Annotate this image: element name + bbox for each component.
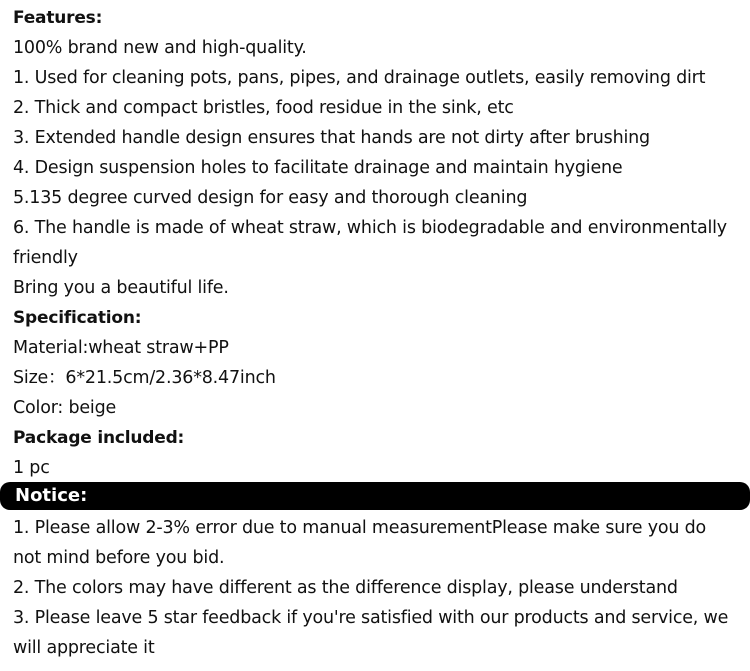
specification-line: Material:wheat straw+PP bbox=[13, 338, 229, 358]
specification-line: Color: beige bbox=[13, 398, 117, 418]
features-line: 1. Used for cleaning pots, pans, pipes, and drainage outlets, easily removing dirt bbox=[13, 68, 706, 88]
features-line: 5.135 degree curved design for easy and thorough cleaning bbox=[13, 188, 528, 208]
specification-line: Size：6*21.5cm/2.36*8.47inch bbox=[13, 368, 276, 388]
specification-heading: Specification: bbox=[13, 308, 142, 328]
features-line: friendly bbox=[13, 248, 78, 268]
features-line: 3. Extended handle design ensures that hands are not dirty after brushing bbox=[13, 128, 650, 148]
notice-line: 3. Please leave 5 star feedback if you're satisfied with our products and service, we bbox=[13, 608, 729, 628]
notice-line: not mind before you bid. bbox=[13, 548, 225, 568]
features-line: Bring you a beautiful life. bbox=[13, 278, 229, 298]
features-line: 4. Design suspension holes to facilitate drainage and maintain hygiene bbox=[13, 158, 623, 178]
features-line: 6. The handle is made of wheat straw, which is biodegradable and environmentally bbox=[13, 218, 727, 238]
notice-line: 2. The colors may have different as the difference display, please understand bbox=[13, 578, 678, 598]
package-line: 1 pc bbox=[13, 458, 50, 478]
notice-banner bbox=[0, 482, 750, 510]
notice-heading: Notice: bbox=[15, 485, 88, 506]
notice-line: 1. Please allow 2-3% error due to manual measurementPlease make sure you do bbox=[13, 518, 707, 538]
features-heading: Features: bbox=[13, 8, 103, 28]
package-heading: Package included: bbox=[13, 428, 185, 448]
notice-line: will appreciate it bbox=[13, 638, 155, 658]
features-line: 100% brand new and high-quality. bbox=[13, 38, 307, 58]
features-line: 2. Thick and compact bristles, food residue in the sink, etc bbox=[13, 98, 514, 118]
